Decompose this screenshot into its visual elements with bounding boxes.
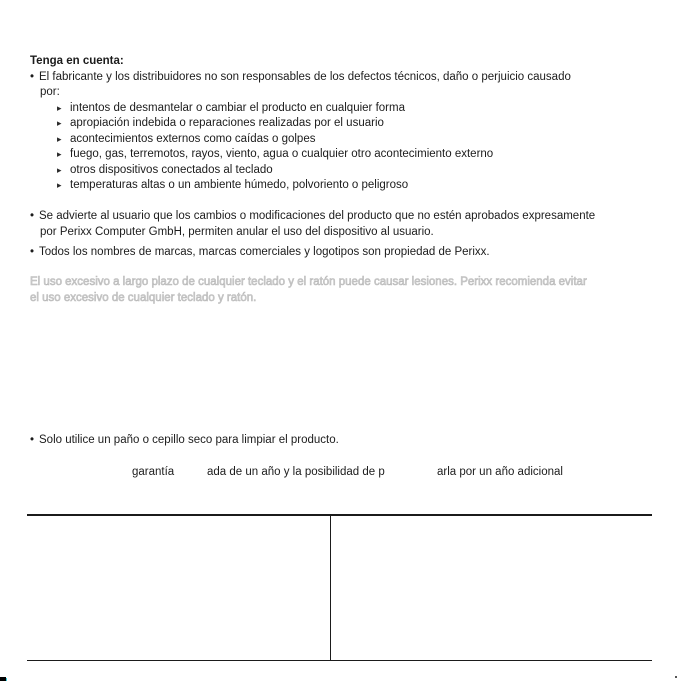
notice-section — [30, 54, 571, 194]
table-right-cell — [331, 516, 651, 659]
warranty-fragment-2: ada de un año y la posibilidad de p — [207, 466, 385, 478]
notice-heading: Tenga en cuenta: — [30, 55, 124, 67]
sub-bullet-text: apropiación indebida o reparaciones realizadas por el usuario — [70, 117, 384, 129]
sub-bullet-item — [57, 163, 571, 179]
warranty-fragment-1: garantía — [132, 466, 175, 478]
sub-bullet-text: otros dispositivos conectados al teclado — [70, 163, 273, 176]
sub-bullet-arrow-icon: ▸ — [57, 133, 62, 144]
bullet-marker: • — [30, 210, 35, 222]
sub-bullet-arrow-icon: ▸ — [57, 164, 62, 175]
bullet-marker: • — [30, 70, 35, 83]
sub-bullet-item — [57, 116, 571, 132]
sub-bullet-text: temperaturas altas o un ambiente húmedo, polvoriento o peligroso — [70, 179, 409, 191]
sub-bullet-text: intentos de desmantelar o cambiar el producto en cualquier forma — [70, 101, 405, 114]
bullet-marker: • — [30, 246, 35, 258]
table-bottom-rule — [27, 660, 652, 662]
sub-bullet-text: fuego, gas, terremotos, rayos, viento, agua o cualquier otro acontecimiento externo — [70, 148, 494, 160]
bullet-marker: • — [30, 434, 35, 446]
cleaning-bullet — [30, 433, 339, 449]
warranty-fragment-3: arla por un año adicional — [437, 466, 563, 478]
table-left-cell — [28, 516, 329, 659]
modifications-line-1: Se advierte al usuario que los cambios o modificaciones del producto que no estén aprobados expresamente — [39, 210, 596, 222]
sub-bullet-item — [57, 101, 571, 117]
sub-bullet-arrow-icon: ▸ — [57, 180, 62, 190]
sub-bullet-arrow-icon: ▸ — [57, 118, 62, 128]
modifications-line-2: por Perixx Computer GmbH, permiten anular el uso del dispositivo al usuario. — [40, 225, 434, 238]
notice-bullet-1 — [30, 70, 571, 86]
usage-warning-ghost-text — [30, 275, 587, 306]
modifications-bullet — [30, 209, 595, 240]
sub-bullet-item — [57, 132, 571, 148]
sub-bullet-item — [57, 178, 571, 194]
trademark-bullet — [30, 245, 490, 261]
sub-bullet-text: acontecimientos externos como caídas o golpes — [70, 132, 316, 145]
sub-bullet-arrow-icon: ▸ — [57, 149, 62, 159]
speck-mark — [675, 676, 677, 678]
usage-warning-line-1: El uso excesivo a largo plazo de cualquier teclado y el ratón puede causar lesiones. Perixx recomienda evitar — [30, 276, 587, 288]
sub-bullet-arrow-icon: ▸ — [57, 102, 62, 113]
sub-bullet-item — [57, 147, 571, 163]
warranty-fragment-line — [0, 465, 681, 481]
trademark-text: Todos los nombres de marcas, marcas comerciales y logotipos son propiedad de Perixx. — [39, 246, 490, 258]
cleaning-text: Solo utilice un paño o cepillo seco para limpiar el producto. — [39, 434, 339, 446]
notice-bullet-1-text: El fabricante y los distribuidores no son responsables de los defectos técnicos, daño o perjuicio causado — [39, 70, 571, 83]
usage-warning-line-2: el uso excesivo de cualquier teclado y ratón. — [30, 291, 257, 304]
notice-bullet-1-continuation: por: — [40, 86, 60, 98]
